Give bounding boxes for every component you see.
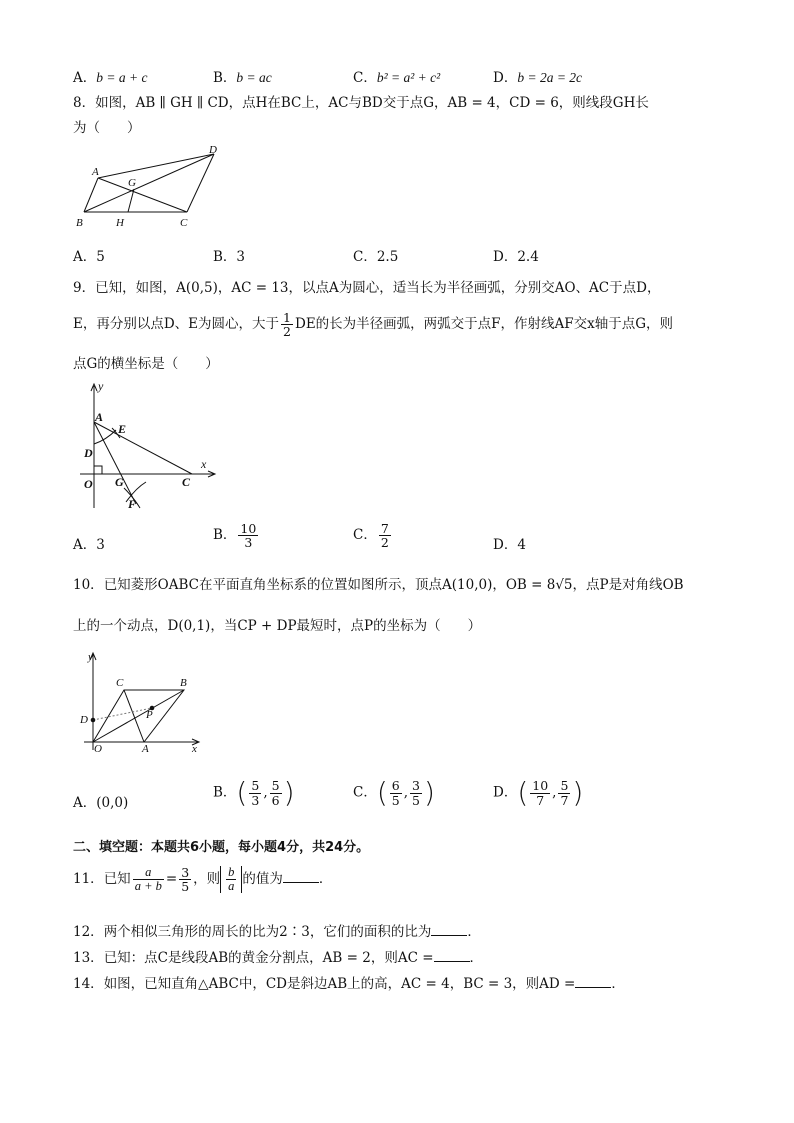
q9-label-d: D (84, 446, 93, 460)
q11-absolute-value: $\frac{b}{a}$ (220, 866, 242, 893)
q9-label-a: A (95, 410, 104, 424)
q9-segment-ac (94, 422, 192, 474)
q9-option-b[interactable]: B． $\frac{10}{3}$ (213, 521, 257, 551)
q8-label-c: C (180, 217, 188, 229)
q9-option-a[interactable]: A．3 (73, 537, 105, 553)
q10-segment-dp (93, 708, 152, 720)
q7-option-d[interactable]: D．b = 2a = 2c (493, 70, 583, 86)
q7-option-b[interactable]: B．b = ac (213, 70, 272, 86)
q10-diagonal-ob (93, 690, 184, 742)
q8-segment-cd (187, 154, 214, 212)
q9-label-y: y (98, 379, 104, 393)
q12-stem: 12．两个相似三角形的周长的比为2∶3，它们的面积的比为 ． (73, 924, 481, 940)
q13-answer-blank[interactable] (434, 949, 470, 962)
q9-label-c: C (182, 475, 191, 489)
q8-label-a: A (92, 166, 99, 178)
q10-label-a: A (142, 743, 149, 754)
q9-label-f: F (128, 497, 137, 511)
q9-stem-line2: E，再分别以点D、E为圆心，大于 $\frac{1}{2}$ DE的长为半径画弧，两弧交于点F，作射线AF交x轴于点G，则 (73, 310, 674, 340)
q10-label-b: B (180, 677, 187, 689)
q8-option-d[interactable]: D．2.4 (493, 249, 539, 265)
q10-label-p: P (146, 709, 153, 721)
q10-option-c[interactable]: C．( $\frac{6}{5}$ , $\frac{3}{5}$ ) (353, 776, 435, 809)
q8-segment-bd (84, 154, 214, 212)
q7-option-a[interactable]: A．b = a + c (73, 70, 148, 86)
q9-label-g: G (115, 475, 124, 489)
q14-answer-blank[interactable] (575, 975, 611, 988)
q9-right-angle (94, 466, 102, 474)
q9-ray-af (94, 422, 136, 504)
q8-stem-line1: 8．如图，AB ∥ GH ∥ CD，点H在BC上，AC与BD交于点G，AB = 4，CD = 6，则线段GH长 (73, 95, 649, 111)
section-heading: 二、填空题：本题共6小题，每小题4分，共24分。 (73, 840, 370, 855)
q10-stem-line2: 上的一个动点，D(0,1)，当CP + DP最短时，点P的坐标为（ ） (73, 618, 482, 634)
q13-stem: 13．已知：点C是线段AB的黄金分割点，AB = 2，则AC = ． (73, 950, 484, 966)
q9-stem-line3: 点G的横坐标是（ ） (73, 356, 219, 372)
q8-label-d: D (209, 144, 217, 156)
q9-label-o: O (84, 477, 93, 491)
q9-figure (76, 378, 221, 513)
q10-label-c: C (116, 677, 124, 689)
q8-segment-ac (98, 178, 187, 212)
q8-figure (72, 142, 232, 232)
q9-option-d[interactable]: D．4 (493, 537, 526, 553)
q7-option-c[interactable]: C．b² = a² + c² (353, 70, 441, 86)
q8-option-a[interactable]: A．5 (73, 249, 105, 265)
q10-label-x: x (192, 743, 197, 754)
q10-option-a[interactable]: A．(0,0) (73, 795, 129, 811)
q8-label-h: H (116, 217, 124, 229)
q8-option-b[interactable]: B．3 (213, 249, 246, 265)
q9-fraction-half: $\frac{1}{2}$ (283, 310, 291, 340)
q12-answer-blank[interactable] (431, 923, 467, 936)
q9-label-e: E (118, 422, 127, 436)
q9-option-c[interactable]: C． $\frac{7}{2}$ (353, 521, 389, 551)
q9-label-x: x (201, 457, 207, 471)
q10-point-d (91, 718, 96, 723)
q14-stem: 14．如图，已知直角△ABC中，CD是斜边AB上的高，AC = 4，BC = 3，则AD = ． (73, 976, 625, 992)
q8-segment-ad (98, 154, 214, 178)
q11-stem: 11．已知 $\frac{a}{a + b}$ = $\frac{3}{5}$ ，则 $\frac{b}{a}$ 的值为 ． (73, 865, 333, 895)
q10-stem-line1: 10．已知菱形OABC在平面直角坐标系的位置如图所示，顶点A(10,0)，OB = 8√5，点P是对角线OB (73, 577, 684, 593)
q10-figure (76, 648, 206, 754)
q9-stem-line1: 9．已知，如图，A(0,5)，AC = 13，以点A为圆心，适当长为半径画弧，分别交AO、AC于点D， (73, 280, 661, 296)
q11-answer-blank[interactable] (283, 870, 319, 883)
q10-segment-cp (124, 690, 144, 742)
q10-label-d: D (80, 714, 88, 726)
q10-label-o: O (94, 743, 102, 754)
q8-label-g: G (128, 177, 136, 189)
q10-label-y: y (88, 651, 93, 663)
q8-label-b: B (76, 217, 83, 229)
q10-option-d[interactable]: D．( $\frac{10}{7}$ , $\frac{5}{7}$ ) (493, 776, 584, 809)
q8-stem-line2: 为（ ） (73, 120, 141, 136)
q8-option-c[interactable]: C．2.5 (353, 249, 399, 265)
q10-option-b[interactable]: B．( $\frac{5}{3}$ , $\frac{5}{6}$ ) (213, 776, 295, 809)
